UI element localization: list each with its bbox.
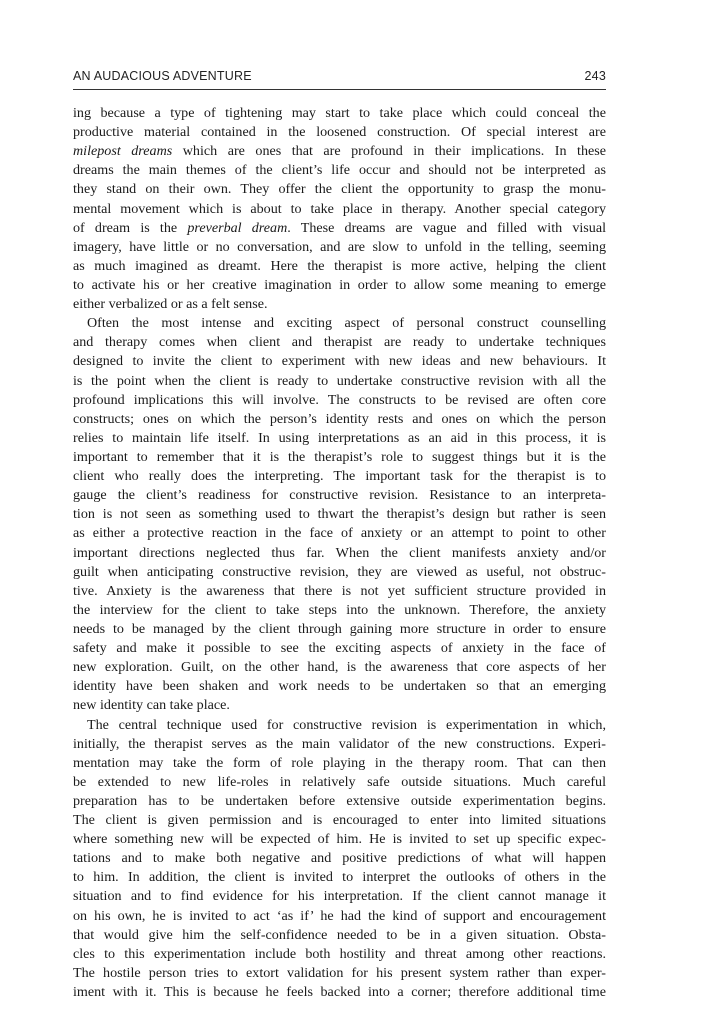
text-line: cles to this experimentation include both hostility and threat among other reactions. xyxy=(73,945,606,962)
text-line: identity have been shaken and work needs to be undertaken so that an emerging xyxy=(73,678,606,695)
text-line: safety and make it possible to see the exciting aspects of anxiety in the face of xyxy=(73,640,606,657)
text-line: relies to maintain life itself. In using interpretations as an aid in this process, it is xyxy=(73,429,606,446)
text-line: designed to invite the client to experiment with new ideas and new behaviours. It xyxy=(73,353,606,370)
text-line: Often the most intense and exciting aspect of personal construct counselling xyxy=(87,315,606,332)
text-line: guilt when anticipating constructive revision, they are viewed as useful, not obstruc- xyxy=(73,563,606,580)
text-run: which are ones that are profound in their implications. In these xyxy=(172,143,606,160)
text-line: either verbalized or as a felt sense. xyxy=(73,296,268,313)
text-line: mental movement which is about to take place in therapy. Another special category xyxy=(73,200,606,217)
italic-term: milepost dreams xyxy=(73,143,173,160)
text-line: needs to be managed by the client through gaining more structure in order to ensure xyxy=(73,620,606,637)
text-line: constructs; ones on which the person’s identity rests and ones on which the person xyxy=(73,410,606,427)
text-line: the interview for the client to take steps into the unknown. Therefore, the anxiety xyxy=(73,601,606,618)
text-line: productive material contained in the loosened construction. Of special interest are xyxy=(73,124,606,141)
text-line: client who really does the interpreting. The important task for the therapist is to xyxy=(73,468,606,485)
header-rule xyxy=(73,89,606,90)
running-title: AN AUDACIOUS ADVENTURE xyxy=(73,69,252,83)
text-line: important to remember that it is the therapist’s role to suggest things but it is the xyxy=(73,448,606,465)
text-line: on his own, he is invited to act ‘as if’ he had the kind of support and encouragement xyxy=(73,907,606,924)
italic-term: preverbal dream xyxy=(187,219,288,236)
text-line: The client is given permission and is encouraged to enter into limited situations xyxy=(73,812,606,829)
text-line: tive. Anxiety is the awareness that there is not yet sufficient structure provided in xyxy=(73,582,606,599)
text-run: . These dreams are vague and filled with visual xyxy=(287,219,606,236)
text-line: to activate his or her creative imagination in order to allow some meaning to emerge xyxy=(73,276,606,293)
text-line: ing because a type of tightening may start to take place which could conceal the xyxy=(73,105,606,121)
text-run: of dream is the xyxy=(73,219,188,236)
text-line: tations and to make both negative and positive predictions of what will happen xyxy=(73,850,606,867)
text-line: The central technique used for constructive revision is experimentation in which, xyxy=(87,716,606,733)
text-line: dreams the main themes of the client’s life occur and should not be interpreted as xyxy=(73,162,606,179)
text-line: tion is not seen as something used to thwart the therapist’s design but rather is seen xyxy=(73,506,606,523)
text-line xyxy=(73,142,606,161)
text-line: gauge the client’s readiness for constructive revision. Resistance to an interpreta- xyxy=(73,487,606,504)
text-line: profound implications this will involve. The constructs to be revised are often core xyxy=(73,391,606,408)
text-line: initially, the therapist serves as the main validator of the new constructions. Experi- xyxy=(73,735,606,752)
text-line: be extended to new life-roles in relatively safe outside situations. Much careful xyxy=(73,773,606,790)
text-line: situation and to find evidence for his interpretation. If the client cannot manage it xyxy=(73,888,606,905)
page-number: 243 xyxy=(584,69,606,83)
text-line: is the point when the client is ready to undertake constructive revision with all the xyxy=(73,372,606,389)
body-text xyxy=(73,104,606,1002)
text-line: The hostile person tries to extort validation for his present system rather than exper- xyxy=(73,964,606,981)
running-head xyxy=(73,69,606,87)
text-line: imagery, have little or no conversation, and are slow to unfold in the telling, seeming xyxy=(73,238,606,255)
text-line: preparation has to be undertaken before extensive outside experimentation begins. xyxy=(73,792,606,809)
text-line: important directions neglected thus far. When the client manifests anxiety and/or xyxy=(73,544,606,561)
text-line xyxy=(73,219,606,238)
text-line: as much imagined as dreamt. Here the therapist is more active, helping the client xyxy=(73,257,606,274)
text-line: where something new will be expected of him. He is invited to set up specific expec- xyxy=(73,831,606,848)
text-line: and therapy comes when client and therapist are ready to undertake techniques xyxy=(73,334,606,351)
text-line: to him. In addition, the client is invited to interpret the outlooks of others in the xyxy=(73,869,606,886)
text-line: that would give him the self-confidence needed to be in a given situation. Obsta- xyxy=(73,926,606,943)
text-line: mentation may take the form of role playing in the therapy room. That can then xyxy=(73,754,606,771)
text-line: iment with it. This is because he feels backed into a corner; therefore additional time xyxy=(73,984,606,1001)
text-line: new identity can take place. xyxy=(73,697,230,714)
text-line: they stand on their own. They offer the client the opportunity to grasp the monu- xyxy=(73,181,606,198)
text-line: as either a protective reaction in the face of anxiety or an attempt to point to other xyxy=(73,525,606,542)
text-line: new exploration. Guilt, on the other hand, is the awareness that core aspects of her xyxy=(73,659,606,676)
